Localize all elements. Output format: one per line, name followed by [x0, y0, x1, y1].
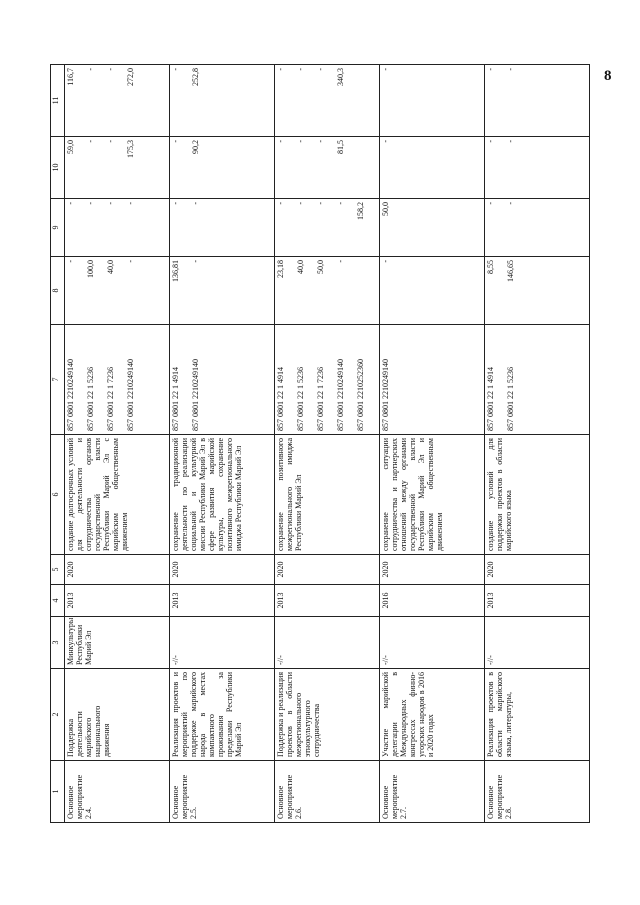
activity-number-cell: Основное мероприятие 2.5.: [170, 761, 275, 823]
amount-col9-cell-value: -: [191, 202, 200, 205]
amount-col11-cell-value: 272,0: [126, 68, 135, 86]
activity-number-cell: Основное мероприятие 2.7.: [380, 761, 485, 823]
budget-code-cell-value: 857 0801 22 1 5236: [506, 367, 515, 431]
budget-code-cell: [275, 325, 380, 435]
table-row: [485, 65, 590, 823]
column-header-10: 10: [51, 137, 65, 199]
budget-code-cell: [485, 325, 590, 435]
budget-code-cell: [170, 325, 275, 435]
amount-col11-cell-value: [357, 68, 377, 133]
activity-name-cell: Реализация проектов и мероприятий по поддержке марийского народа в местах компактного проживания за пределами Республики Марий Эл: [170, 669, 275, 761]
amount-col8-cell: [170, 257, 275, 325]
amount-col8-cell: [65, 257, 170, 325]
amount-col11-cell-value: -: [296, 68, 305, 71]
amount-col11-cell-value: -: [486, 68, 495, 71]
amount-col10-cell-value: 81,5: [336, 140, 345, 154]
amount-col9-cell: [485, 199, 590, 257]
amount-col8-cell-value: 40,0: [296, 260, 305, 274]
amount-col11-cell-value: -: [276, 68, 285, 71]
amount-col11-cell-value: -: [381, 68, 390, 71]
amount-col11-cell: [170, 65, 275, 137]
amount-col10-cell-value: -: [171, 140, 180, 143]
end-year-cell: 2020: [275, 555, 380, 585]
amount-col10-cell-value: 90,2: [191, 140, 200, 154]
amount-col10-cell: [65, 137, 170, 199]
amount-col8-cell-value: 136,81: [171, 260, 180, 282]
amount-col10-cell-value: -: [381, 140, 390, 143]
budget-code-cell-value: 857 0801 22 1 5236: [296, 367, 305, 431]
page-number: 8: [604, 68, 612, 84]
amount-col11-cell-value: 252,8: [191, 68, 200, 86]
amount-col8-cell-value: -: [126, 260, 135, 263]
amount-col9-cell-value: -: [296, 202, 305, 205]
budget-code-cell: [65, 325, 170, 435]
executor-cell: Минкультуры Республики Марий Эл: [65, 617, 170, 669]
budget-code-cell-value: 857 0801 2210252360: [356, 359, 365, 431]
budget-code-cell-value: 857 0801 22 1 4914: [276, 367, 285, 431]
amount-col9-cell-value: 158,2: [356, 202, 365, 220]
table-header-row: [51, 65, 65, 823]
amount-col11-cell-value: 340,3: [336, 68, 345, 86]
amount-col10-cell-value: 59,0: [66, 140, 75, 154]
start-year-cell: 2013: [485, 585, 590, 617]
amount-col11-cell: [65, 65, 170, 137]
column-header-9: 9: [51, 199, 65, 257]
executor-cell: -//-: [380, 617, 485, 669]
amount-col8-cell-value: -: [66, 260, 75, 263]
amount-col11-cell-value: -: [86, 68, 95, 71]
start-year-cell: 2013: [65, 585, 170, 617]
amount-col9-cell: [170, 199, 275, 257]
table-row: [380, 65, 485, 823]
amount-col11-cell-value: -: [171, 68, 180, 71]
amount-col9-cell: [380, 199, 485, 257]
amount-col10-cell: [485, 137, 590, 199]
amount-col8-cell-value: [357, 260, 377, 321]
expected-result-cell: создание долгосрочных условий для деятельности и сотрудничества органов государственной власти Республики Марий Эл с марийским общественным движением: [65, 435, 170, 555]
end-year-cell: 2020: [485, 555, 590, 585]
column-header-5: 5: [51, 555, 65, 585]
amount-col8-cell-value: 40,0: [106, 260, 115, 274]
end-year-cell: 2020: [170, 555, 275, 585]
column-header-2: 2: [51, 669, 65, 761]
amount-col10-cell: [275, 137, 380, 199]
amount-col11-cell-value: -: [106, 68, 115, 71]
amount-col9-cell-value: -: [276, 202, 285, 205]
amount-col9-cell-value: 50,0: [381, 202, 390, 216]
amount-col8-cell: [380, 257, 485, 325]
amount-col9-cell-value: -: [106, 202, 115, 205]
activity-number-cell: Основное мероприятие 2.8.: [485, 761, 590, 823]
column-header-7: 7: [51, 325, 65, 435]
start-year-cell: 2013: [275, 585, 380, 617]
column-header-6: 6: [51, 435, 65, 555]
activity-name-cell: Поддержка и реализация проектов в области межрегионального этнокультурного сотрудничества: [275, 669, 380, 761]
activity-name-cell: Поддержка деятельности марийского национального движения: [65, 669, 170, 761]
activity-name-cell: Участие марийской делегации в Международных конгрессах финно-угорских народов в 2016 и 2020 годах: [380, 669, 485, 761]
amount-col10-cell-value: -: [276, 140, 285, 143]
amount-col11-cell-value: -: [316, 68, 325, 71]
amount-col10-cell-value: -: [506, 140, 515, 143]
column-header-8: 8: [51, 257, 65, 325]
column-header-11: 11: [51, 65, 65, 137]
amount-col8-cell-value: 146,65: [506, 260, 515, 282]
activity-name-cell: Реализация проектов в области марийского языка, литературы,: [485, 669, 590, 761]
amount-col9-cell: [65, 199, 170, 257]
amount-col9-cell-value: -: [486, 202, 495, 205]
budget-code-cell-value: 857 0801 22 1 7236: [106, 367, 115, 431]
start-year-cell: 2013: [170, 585, 275, 617]
amount-col9-cell-value: -: [506, 202, 515, 205]
amount-col11-cell: [275, 65, 380, 137]
start-year-cell: 2016: [380, 585, 485, 617]
amount-col10-cell: [170, 137, 275, 199]
amount-col8-cell-value: 100,0: [86, 260, 95, 278]
end-year-cell: 2020: [380, 555, 485, 585]
amount-col9-cell-value: -: [171, 202, 180, 205]
budget-code-cell-value: 857 0801 2210249140: [336, 359, 345, 431]
column-header-4: 4: [51, 585, 65, 617]
column-header-3: 3: [51, 617, 65, 669]
expected-result-cell: сохранение традиционной деятельности по реализации социальной и культурной миссии Республики Марий Эл в сфере развития марийской культуры, сохранение позитивного межрегионального имиджа Республики Марий Эл: [170, 435, 275, 555]
amount-col9-cell-value: -: [66, 202, 75, 205]
amount-col8-cell-value: 8,55: [486, 260, 495, 274]
amount-col8-cell-value: -: [191, 260, 200, 263]
amount-col10-cell-value: -: [296, 140, 305, 143]
activity-number-cell: Основное мероприятие 2.4.: [65, 761, 170, 823]
expected-result-cell: сохранение позитивного межрегионального имиджа Республики Марий Эл: [275, 435, 380, 555]
column-header-1: 1: [51, 761, 65, 823]
amount-col8-cell-value: -: [381, 260, 390, 263]
expected-result-cell: сохранение ситуации сотрудничества и партнерских отношений между органами государственной власти Республики Марий Эл и марийским общественным движением: [380, 435, 485, 555]
table-row: [65, 65, 170, 823]
executor-cell: -//-: [485, 617, 590, 669]
budget-code-cell: [380, 325, 485, 435]
rotated-table-container: [50, 65, 591, 823]
amount-col11-cell: [380, 65, 485, 137]
table-body: [65, 65, 590, 823]
budget-code-cell-value: 857 0801 22 1 5236: [86, 367, 95, 431]
amount-col11-cell-value: 116,7: [66, 68, 75, 86]
budget-code-cell-value: 857 0801 22 1 7236: [316, 367, 325, 431]
amount-col9-cell-value: -: [86, 202, 95, 205]
amount-col8-cell: [275, 257, 380, 325]
activity-number-cell: Основное мероприятие 2.6.: [275, 761, 380, 823]
amount-col9-cell: [275, 199, 380, 257]
executor-cell: -//-: [275, 617, 380, 669]
budget-code-cell-value: 857 0801 22 1 4914: [486, 367, 495, 431]
amount-col10-cell-value: -: [106, 140, 115, 143]
amount-col8-cell-value: -: [336, 260, 345, 263]
amount-col10-cell-value: -: [86, 140, 95, 143]
budget-code-cell-value: 857 0801 2210249140: [126, 359, 135, 431]
amount-col9-cell-value: -: [126, 202, 135, 205]
budget-code-cell-value: 857 0801 22 1 4914: [171, 367, 180, 431]
amount-col9-cell-value: -: [336, 202, 345, 205]
end-year-cell: 2020: [65, 555, 170, 585]
budget-code-cell-value: 857 0801 2210249140: [191, 359, 200, 431]
budget-code-cell-value: 857 0801 2210249140: [66, 359, 75, 431]
amount-col8-cell: [485, 257, 590, 325]
table-row: [275, 65, 380, 823]
amount-col10-cell-value: 175,3: [126, 140, 135, 158]
amount-col9-cell-value: -: [316, 202, 325, 205]
budget-code-cell-value: 857 0801 2210249140: [381, 359, 390, 431]
amount-col10-cell: [380, 137, 485, 199]
amount-col10-cell-value: -: [316, 140, 325, 143]
amount-col10-cell-value: -: [486, 140, 495, 143]
amount-col8-cell-value: 50,0: [316, 260, 325, 274]
budget-table: [50, 64, 590, 823]
expected-result-cell: создание условий для поддержки проектов в области марийского языка: [485, 435, 590, 555]
amount-col10-cell-value: [357, 140, 377, 195]
table-row: [170, 65, 275, 823]
amount-col11-cell-value: -: [506, 68, 515, 71]
executor-cell: -//-: [170, 617, 275, 669]
amount-col8-cell-value: 23,18: [276, 260, 285, 278]
amount-col11-cell: [485, 65, 590, 137]
